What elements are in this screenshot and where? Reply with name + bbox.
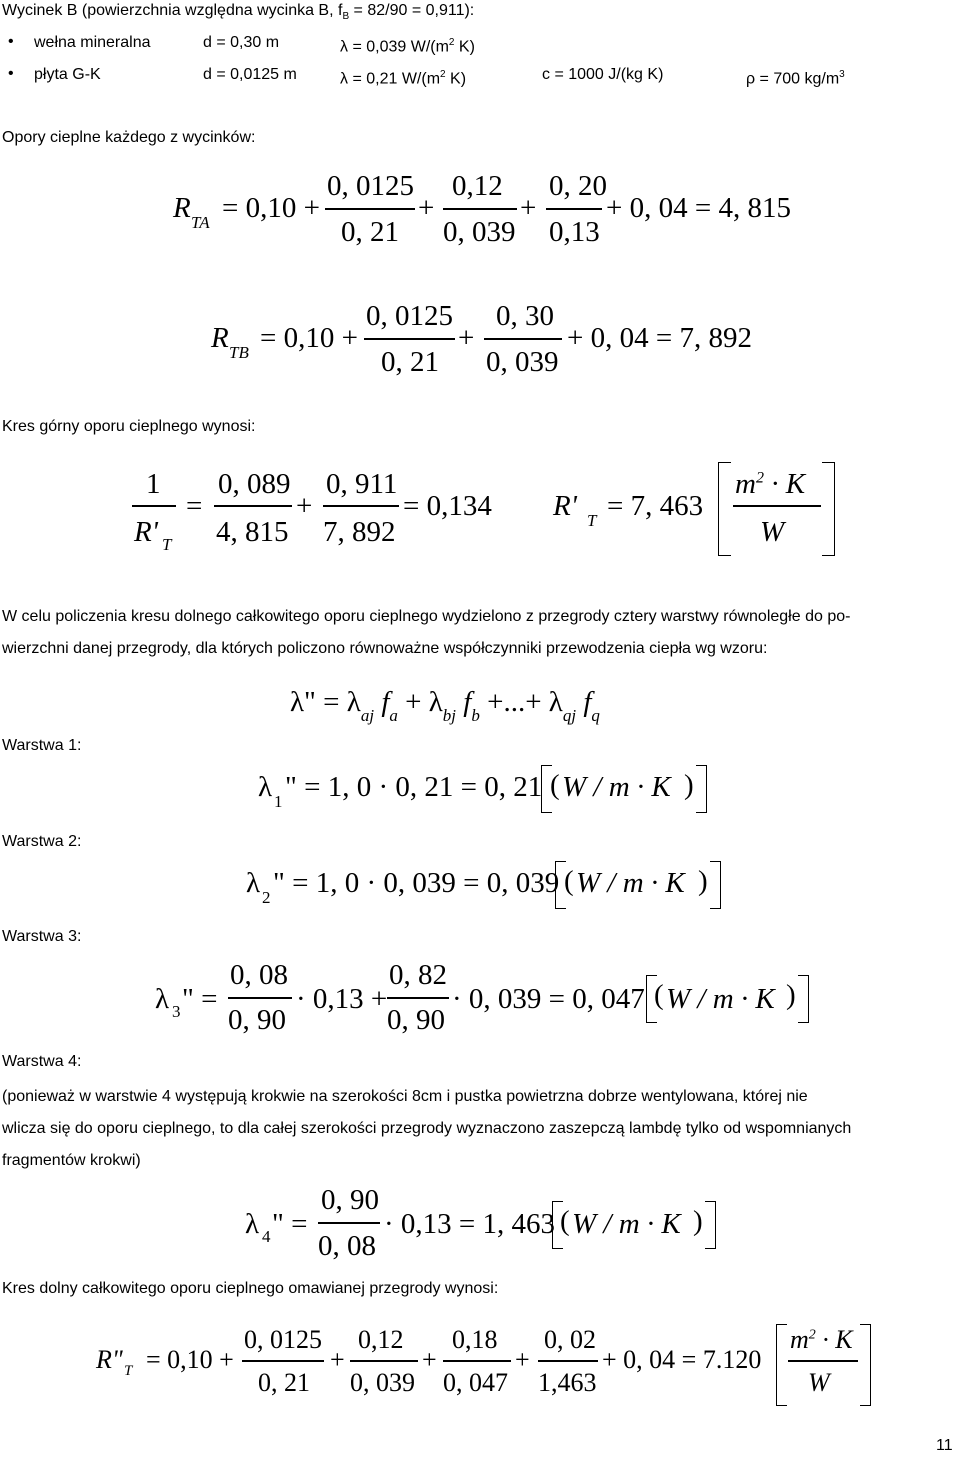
rb-f3n: 0,18 bbox=[452, 1325, 498, 1354]
inv-f2n: 0, 911 bbox=[326, 468, 398, 500]
rp-val: = 7, 463 bbox=[607, 490, 704, 522]
rtb-plus1: + bbox=[458, 322, 475, 354]
rtb-sub: TB bbox=[229, 343, 249, 362]
rb-f3d: 0, 047 bbox=[443, 1368, 508, 1397]
l4-paren-open: ( bbox=[560, 1205, 570, 1237]
inv-f2d: 7, 892 bbox=[323, 516, 396, 548]
l4-fd: 0, 08 bbox=[318, 1230, 376, 1262]
l1-sub: 1 bbox=[274, 792, 283, 811]
rta-f3d: 0,13 bbox=[549, 216, 600, 248]
rb-f1-bar bbox=[242, 1360, 324, 1362]
rb-f4-bar bbox=[538, 1360, 598, 1362]
rta-sub: TA bbox=[191, 213, 210, 232]
rtb-f1n: 0, 0125 bbox=[366, 300, 453, 332]
rtb-f2-bar bbox=[484, 338, 562, 340]
rta-lhs: R bbox=[173, 192, 191, 224]
inv-f0-bar bbox=[132, 505, 176, 507]
rta-f1d: 0, 21 bbox=[341, 216, 399, 248]
rta-t1: = 0,10 + bbox=[222, 192, 320, 224]
l1-bracket-right bbox=[696, 765, 707, 813]
l3-q: " = bbox=[182, 983, 218, 1015]
inv-d1: R' bbox=[134, 516, 158, 548]
l4-m: · 0,13 = 1, 463 bbox=[384, 1208, 556, 1240]
l3-f2-bar bbox=[387, 997, 449, 999]
unit-k: · K bbox=[763, 468, 806, 500]
inv-f1d: 4, 815 bbox=[216, 516, 289, 548]
formula-f2: f bbox=[456, 686, 472, 718]
l3-paren-close: ) bbox=[786, 979, 796, 1011]
rtb-f2d: 0, 039 bbox=[486, 346, 559, 378]
kres-gorny-label: Kres górny oporu cieplnego wynosi: bbox=[2, 418, 256, 435]
lambda-sup: 2 bbox=[440, 69, 446, 80]
lambda-text: λ = 0,21 W/(m bbox=[340, 70, 441, 88]
material-1-d: d = 0,30 m bbox=[203, 34, 280, 51]
l3-bracket-right bbox=[798, 975, 809, 1023]
l2-paren-open: ( bbox=[564, 865, 574, 897]
material-1-lambda bbox=[340, 33, 475, 57]
formula-f: f bbox=[374, 686, 390, 718]
rp-unit-num bbox=[735, 470, 805, 499]
inv-plus: + bbox=[296, 490, 313, 522]
bullet-1: • bbox=[8, 33, 14, 50]
l3-m1: · 0,13 + bbox=[296, 983, 388, 1015]
warstwa-4-label: Warstwa 4: bbox=[2, 1053, 82, 1070]
warstwa-2-label: Warstwa 2: bbox=[2, 833, 82, 850]
rb-f2d: 0, 039 bbox=[350, 1368, 415, 1397]
rb-f2n: 0,12 bbox=[358, 1325, 404, 1354]
paragraph-2-line-2: wlicza się do oporu cieplnego, to dla całej szerokości przegrody wyznaczono zaszepczą lambdę tylko od wspomnianych bbox=[2, 1120, 852, 1137]
l3-m2: · 0, 039 = 0, 047 bbox=[452, 983, 645, 1015]
rb-tail: + 0, 04 = 7.120 bbox=[602, 1345, 762, 1374]
l3-f2n: 0, 82 bbox=[389, 959, 447, 991]
l2-sub: 2 bbox=[262, 888, 271, 907]
rb-lhs: R" bbox=[96, 1345, 123, 1374]
rb-f2-bar bbox=[350, 1360, 418, 1362]
rta-f2d: 0, 039 bbox=[443, 216, 516, 248]
l2-paren-close: ) bbox=[698, 865, 708, 897]
rb-unit-num bbox=[790, 1327, 853, 1353]
formula-sub-qj: qj bbox=[562, 706, 577, 725]
l4-unit: W / m · K bbox=[572, 1208, 681, 1240]
heading-sub: B bbox=[342, 11, 350, 23]
equation-lambda-formula: λ" = $\lambda_{aj}$ $f_a + \lambda_{bj}$ $f_b$ +...+ $\lambda_{qj}$ $f_q$ bbox=[290, 686, 600, 725]
material-2-name: płyta G-K bbox=[34, 66, 101, 83]
rb-plus2: + bbox=[422, 1345, 437, 1374]
formula-sub-aj: aj bbox=[360, 706, 375, 725]
rtb-t1: = 0,10 + bbox=[260, 322, 358, 354]
paragraph-2-line-1: (ponieważ w warstwie 4 występują krokwie na szerokości 8cm i pustka powietrzna dobrze wentylowana, której nie bbox=[2, 1088, 808, 1105]
rta-f1-bar bbox=[325, 208, 415, 210]
bullet-2: • bbox=[8, 65, 14, 82]
rb-sub: T bbox=[124, 1363, 133, 1379]
rp-unit-bar bbox=[733, 505, 821, 507]
rb-f4n: 0, 02 bbox=[544, 1325, 596, 1354]
l2-unit: W / m · K bbox=[576, 867, 685, 899]
paragraph-1-line-2: wierzchni danej przegrody, dla których policzono równoważne współczynniki przewodzenia ciepła wg wzoru: bbox=[2, 640, 768, 657]
kres-dolny-label: Kres dolny całkowitego oporu cieplnego omawianej przegrody wynosi: bbox=[2, 1280, 499, 1297]
rtb-f1d: 0, 21 bbox=[381, 346, 439, 378]
rta-f3-bar bbox=[546, 208, 602, 210]
rb-t1: = 0,10 + bbox=[146, 1345, 234, 1374]
rb-f3-bar bbox=[443, 1360, 511, 1362]
rta-f2n: 0,12 bbox=[452, 170, 503, 202]
rho-text: ρ = 700 kg/m bbox=[746, 70, 840, 88]
inv-f2-bar bbox=[323, 505, 399, 507]
formula-sub-q: q bbox=[591, 706, 600, 725]
inv-f1-bar bbox=[214, 505, 292, 507]
rb-f1d: 0, 21 bbox=[258, 1368, 310, 1397]
rtb-f2n: 0, 30 bbox=[496, 300, 554, 332]
l4-bracket-right bbox=[705, 1201, 716, 1249]
inv-eq: = bbox=[186, 490, 203, 522]
rp-unit-den: W bbox=[760, 516, 785, 548]
rp-bracket-right bbox=[822, 462, 835, 556]
inv-f1n: 0, 089 bbox=[218, 468, 291, 500]
page-number: 11 bbox=[936, 1437, 953, 1454]
l1-paren-open: ( bbox=[550, 769, 560, 801]
l4-paren-close: ) bbox=[693, 1205, 703, 1237]
unit-m: m bbox=[735, 468, 756, 500]
formula-sub-b: b bbox=[471, 706, 480, 725]
l1-lhs: λ bbox=[258, 771, 273, 803]
material-2-d: d = 0,0125 m bbox=[203, 66, 297, 83]
warstwa-3-label: Warstwa 3: bbox=[2, 928, 82, 945]
l3-sub: 3 bbox=[172, 1002, 181, 1021]
paragraph-2-line-3: fragmentów krokwi) bbox=[2, 1152, 141, 1169]
lambda-end: K) bbox=[445, 70, 467, 88]
paragraph-1-line-1: W celu policzenia kresu dolnego całkowitego oporu cieplnego wydzielono z przegrody cztery warstwy równoległe do po- bbox=[2, 608, 851, 625]
material-2-rho bbox=[746, 65, 845, 89]
l2-bracket-right bbox=[710, 861, 721, 909]
rp-lhs: R' bbox=[553, 490, 577, 522]
rb-unit-bar bbox=[788, 1360, 858, 1362]
rta-f2-bar bbox=[443, 208, 517, 210]
rta-f1n: 0, 0125 bbox=[327, 170, 414, 202]
l3-f1n: 0, 08 bbox=[230, 959, 288, 991]
heading-rest: = 82/90 = 0,911): bbox=[349, 2, 475, 19]
rta-plus1: + bbox=[418, 192, 435, 224]
l3-f2d: 0, 90 bbox=[387, 1004, 445, 1036]
material-1-name: wełna mineralna bbox=[34, 34, 151, 51]
rtb-tail: + 0, 04 = 7, 892 bbox=[567, 322, 752, 354]
unit-sup: 2 bbox=[808, 1327, 816, 1343]
opory-label: Opory cieplne każdego z wycinków: bbox=[2, 129, 256, 146]
lambda-text: λ = 0,039 W/(m bbox=[340, 38, 449, 56]
material-2-c: c = 1000 J/(kg K) bbox=[542, 66, 664, 83]
rp-sub: T bbox=[587, 511, 597, 530]
rb-bracket-right bbox=[860, 1324, 871, 1406]
l1-body: " = 1, 0 · 0, 21 = 0, 21 bbox=[285, 771, 543, 803]
rtb-f1-bar bbox=[364, 338, 455, 340]
l4-f-bar bbox=[318, 1222, 380, 1224]
inv-n1: 1 bbox=[146, 468, 161, 500]
l2-lhs: λ bbox=[246, 867, 261, 899]
formula-sub-bj: bj bbox=[442, 706, 457, 725]
l3-f1-bar bbox=[228, 997, 292, 999]
rb-bracket-left bbox=[776, 1324, 787, 1406]
l3-lhs: λ bbox=[155, 983, 170, 1015]
l2-body: " = 1, 0 · 0, 039 = 0, 039 bbox=[273, 867, 560, 899]
unit-k: · K bbox=[815, 1325, 853, 1354]
formula-sub-a: a bbox=[389, 706, 398, 725]
l3-paren-open: ( bbox=[654, 979, 664, 1011]
rp-bracket-left bbox=[718, 462, 731, 556]
inv-d1sub: T bbox=[162, 535, 172, 554]
rta-plus2: + bbox=[520, 192, 537, 224]
rta-tail: + 0, 04 = 4, 815 bbox=[606, 192, 791, 224]
l4-fn: 0, 90 bbox=[321, 1184, 379, 1216]
rb-unit-den: W bbox=[808, 1368, 830, 1397]
formula-f3: f bbox=[576, 686, 592, 718]
rta-f3n: 0, 20 bbox=[549, 170, 607, 202]
l4-q: " = bbox=[272, 1208, 308, 1240]
l3-unit: W / m · K bbox=[666, 983, 775, 1015]
rb-plus1: + bbox=[330, 1345, 345, 1374]
material-2-lambda bbox=[340, 65, 466, 89]
l3-f1d: 0, 90 bbox=[228, 1004, 286, 1036]
unit-sup: 2 bbox=[755, 469, 764, 487]
rb-plus3: + bbox=[515, 1345, 530, 1374]
l4-lhs: λ bbox=[245, 1208, 260, 1240]
formula-start: λ" = λ bbox=[290, 686, 361, 718]
heading-text: Wycinek B (powierzchnia względna wycinka B, f bbox=[2, 2, 343, 19]
l4-sub: 4 bbox=[262, 1227, 271, 1246]
inv-res: = 0,134 bbox=[403, 490, 492, 522]
rho-sup: 3 bbox=[839, 69, 845, 80]
rb-f1n: 0, 0125 bbox=[244, 1325, 322, 1354]
section-heading bbox=[2, 1, 474, 27]
rtb-lhs: R bbox=[211, 322, 229, 354]
lambda-sup: 2 bbox=[448, 37, 455, 48]
unit-m: m bbox=[790, 1325, 809, 1354]
l1-paren-close: ) bbox=[684, 769, 694, 801]
warstwa-1-label: Warstwa 1: bbox=[2, 737, 82, 754]
lambda-end: K) bbox=[454, 38, 475, 56]
rb-f4d: 1,463 bbox=[538, 1368, 597, 1397]
l1-unit: W / m · K bbox=[562, 771, 671, 803]
